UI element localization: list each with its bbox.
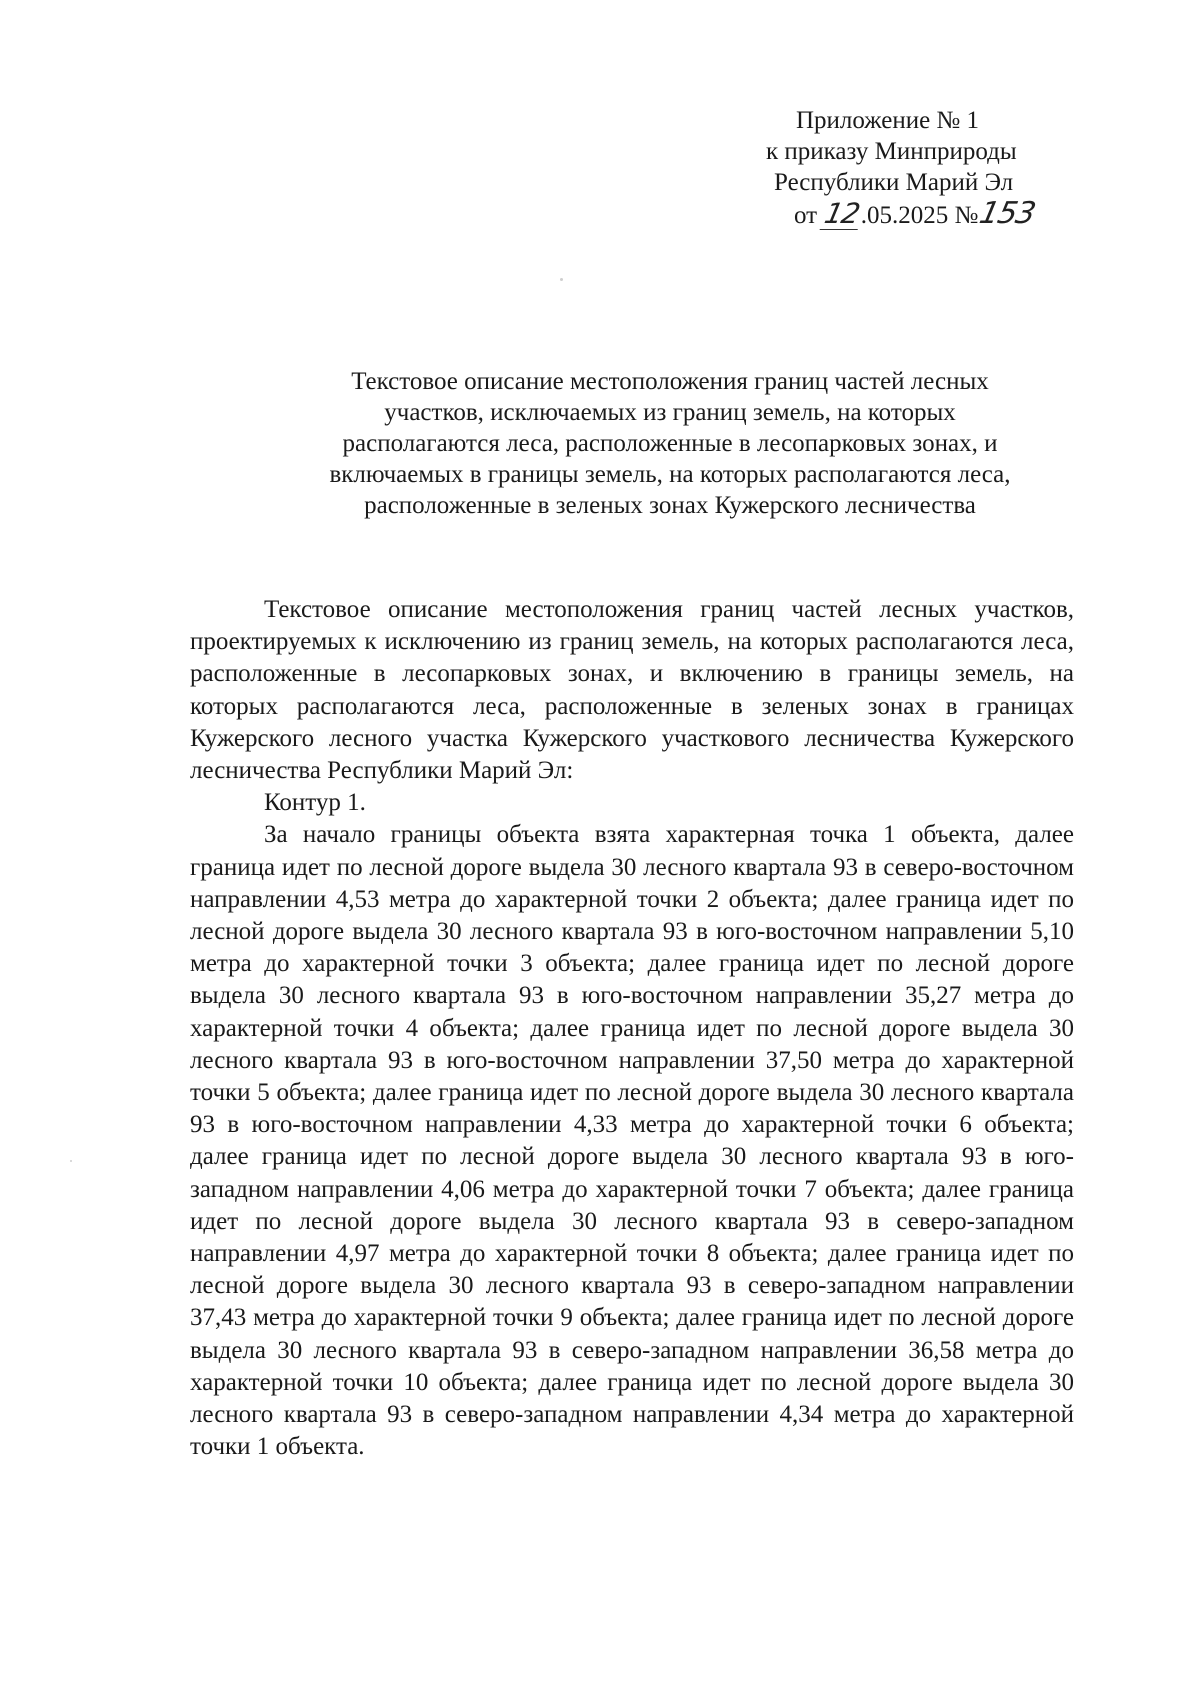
- date-prefix: от: [794, 202, 818, 229]
- title-line-1: Текстовое описание местоположения границ частей лесных: [351, 368, 989, 395]
- appendix-header: [730, 105, 1070, 231]
- title-line-3: располагаются леса, расположенные в лесопарковых зонах, и: [342, 430, 998, 457]
- scan-speck: [70, 1160, 72, 1162]
- handwritten-order-number: 153: [976, 196, 1039, 231]
- contour-label: Контур 1.: [264, 789, 366, 817]
- appendix-line-1: Приложение № 1: [796, 107, 980, 134]
- handwritten-day: 12: [821, 197, 863, 230]
- appendix-line-3: Республики Марий Эл: [774, 169, 1014, 196]
- document-body: [190, 594, 1074, 1463]
- title-line-4: включаемых в границы земель, на которых располагаются леса,: [329, 461, 1011, 488]
- intro-paragraph: Текстовое описание местоположения границ частей лесных участков, проектируемых к исключению из границ земель, на которых располагаются леса, расположенные в лесопарковых зонах, и включению в границы земель, на которых располагаются леса, расположенные в зеленых зонах в границах Кужерского лесного участка Кужерского участкового лесничества Кужерского лесничества Республики Марий Эл:: [190, 596, 1074, 785]
- scan-speck: [560, 278, 563, 281]
- title-line-2: участков, исключаемых из границ земель, на которых: [384, 399, 956, 426]
- appendix-line-2: к приказу Минприроды: [766, 138, 1017, 165]
- boundary-description: За начало границы объекта взята характерная точка 1 объекта, далее граница идет по лесной дороге выдела 30 лесного квартала 93 в северо-восточном направлении 4,53 метра до характерной точки 2 объекта; далее граница идет по лесной дороге выдела 30 лесного квартала 93 в юго-восточном направлении 5,10 метра до характерной точки 3 объекта; далее граница идет по лесной дороге выдела 30 лесного квартала 93 в юго-восточном направлении 35,27 метра до характерной точки 4 объекта; далее граница идет по лесной дороге выдела 30 лесного квартала 93 в юго-восточном направлении 37,50 метра до характерной точки 5 объекта; далее граница идет по лесной дороге выдела 30 лесного квартала 93 в юго-восточном направлении 4,33 метра до характерной точки 6 объекта; далее граница идет по лесной дороге выдела 30 лесного квартала 93 в юго-западном направлении 4,06 метра до характерной точки 7 объекта; далее граница идет по лесной дороге выдела 30 лесного квартала 93 в северо-западном направлении 4,97 метра до характерной точки 8 объекта; далее граница идет по лесной дороге выдела 30 лесного квартала 93 в северо-западном направлении 37,43 метра до характерной точки 9 объекта; далее граница идет по лесной дороге выдела 30 лесного квартала 93 в северо-западном направлении 36,58 метра до характерной точки 10 объекта; далее граница идет по лесной дороге выдела 30 лесного квартала 93 в северо-западном направлении 4,34 метра до характерной точки 1 объекта.: [190, 821, 1074, 1461]
- appendix-date-line: [730, 198, 1070, 231]
- date-rest: .05.2025 №: [860, 202, 979, 229]
- title-line-5: расположенные в зеленых зонах Кужерского лесничества: [364, 492, 976, 519]
- document-title: [270, 366, 1070, 521]
